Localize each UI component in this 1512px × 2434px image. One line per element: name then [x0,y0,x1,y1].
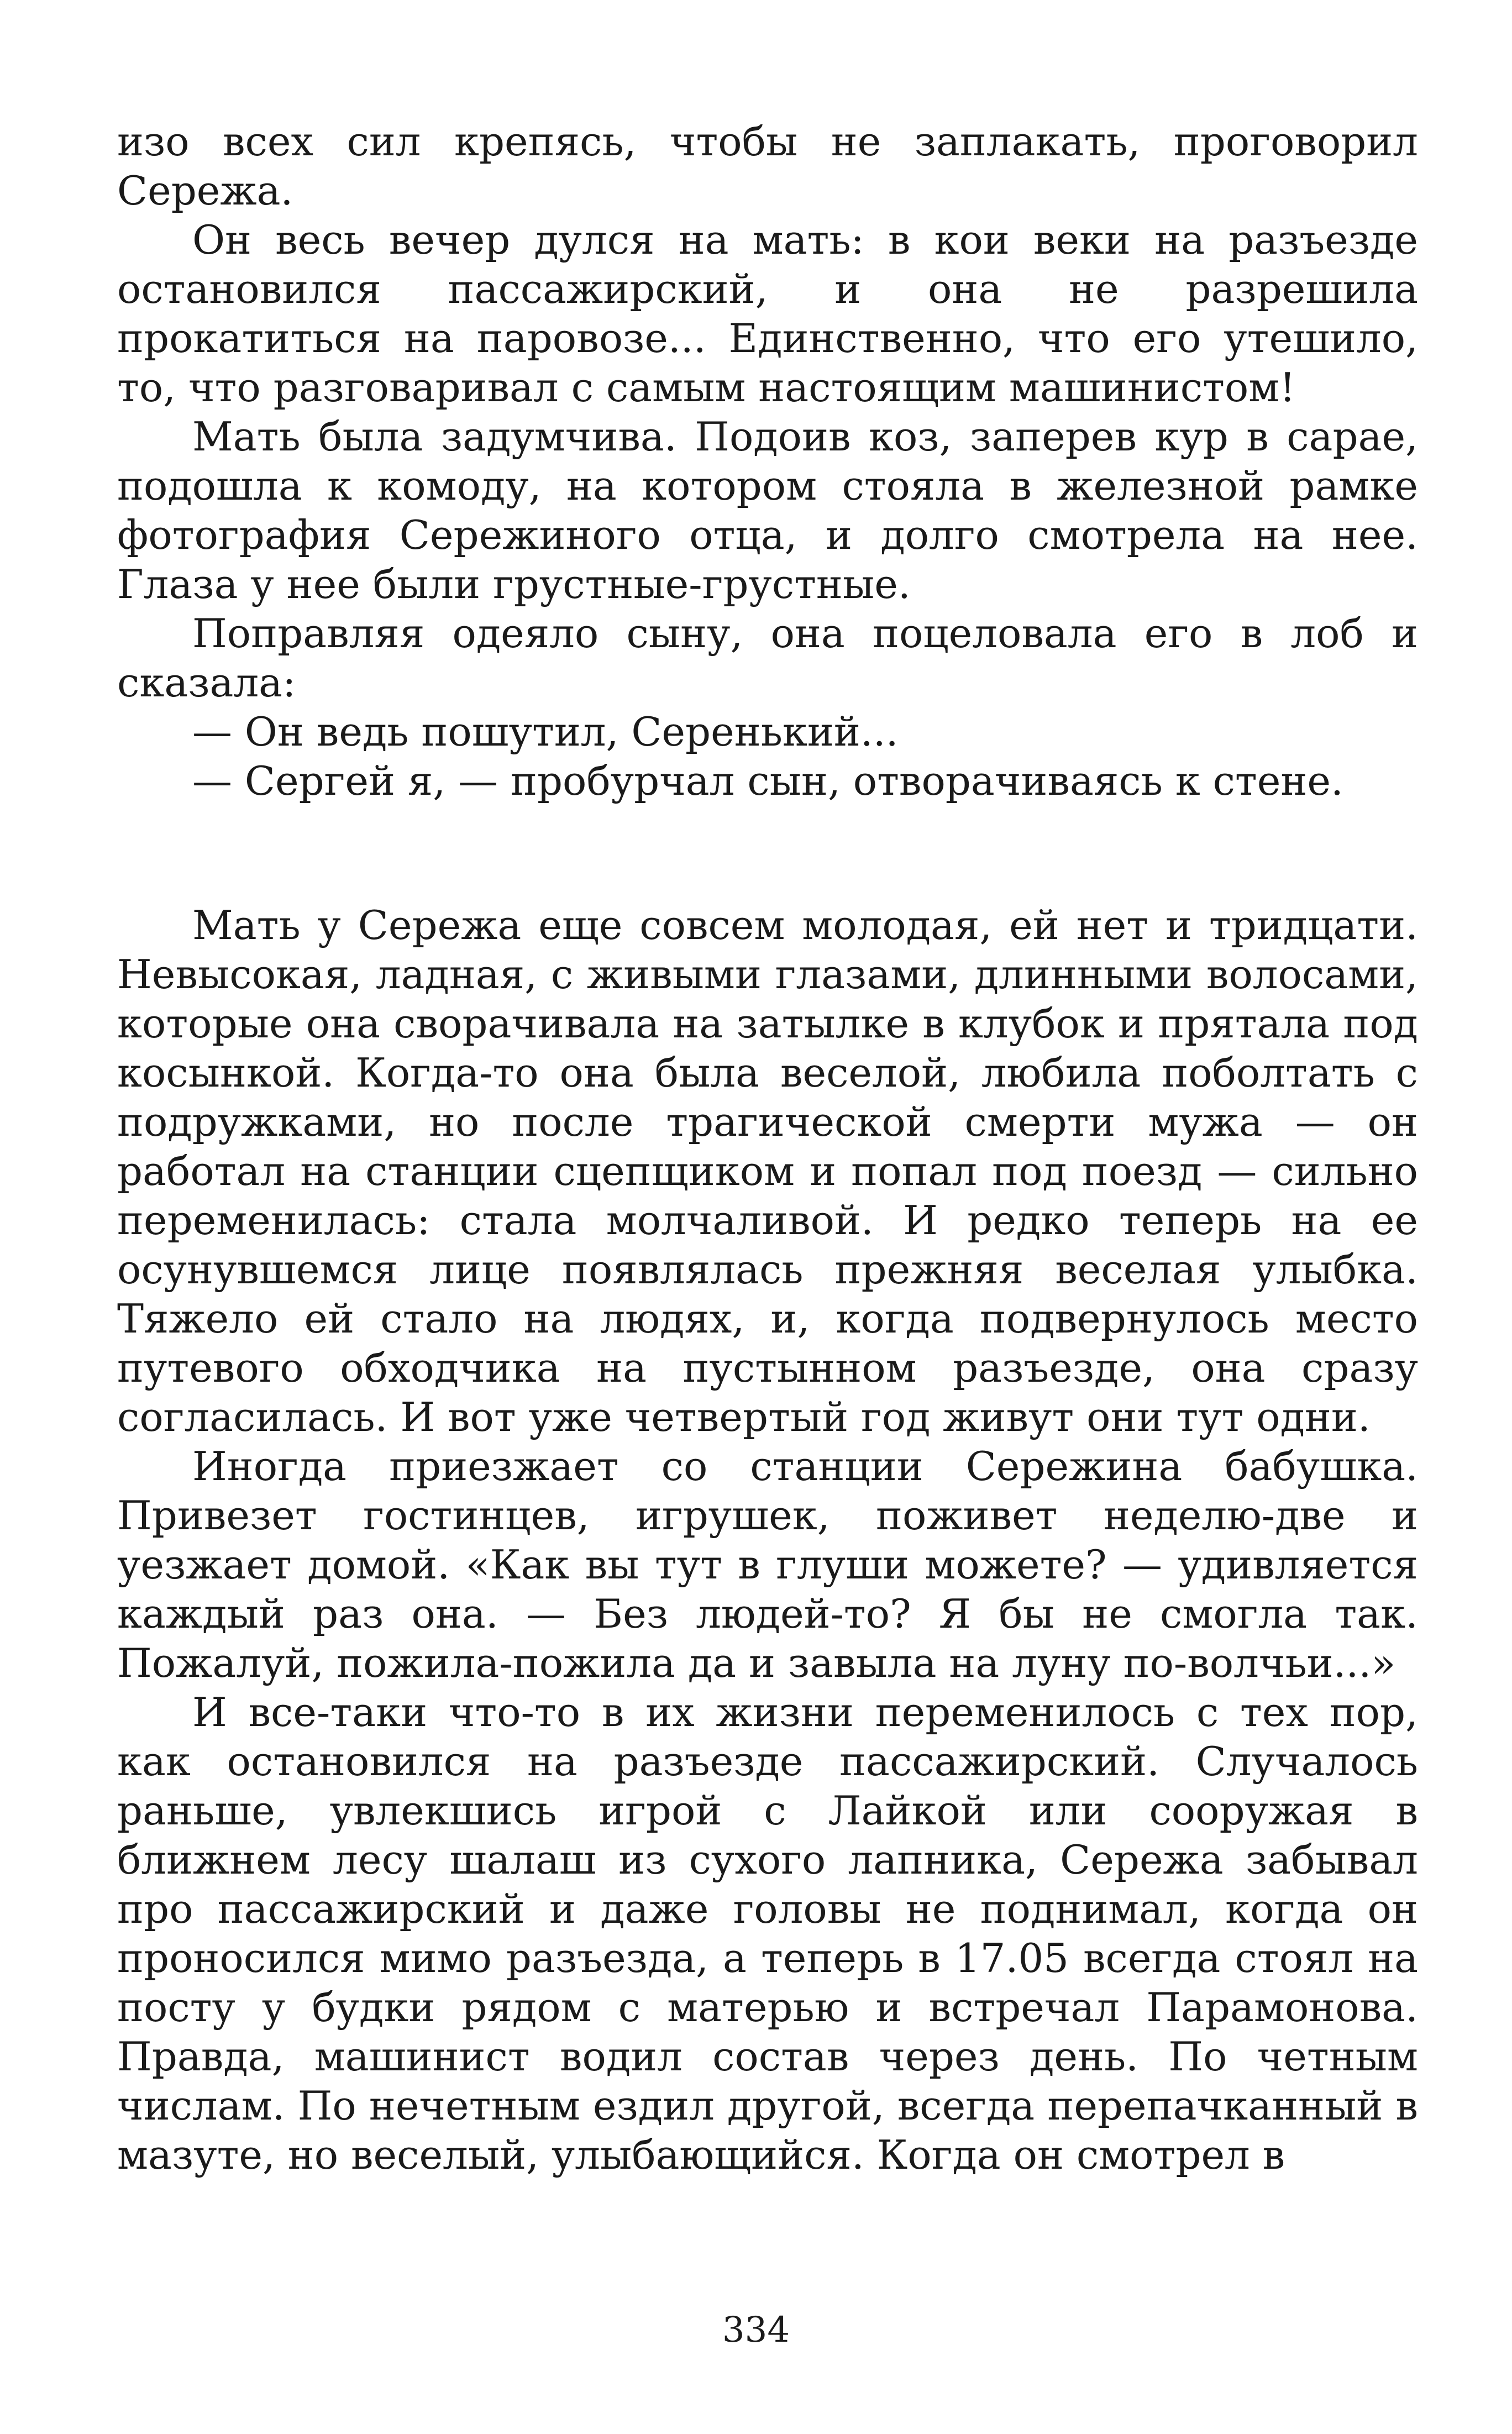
page-number: 334 [722,2310,790,2351]
paragraph: Поправляя одеяло сыну, она поцеловала его в лоб и сказала: [117,610,1418,706]
paragraph: Мать была задумчива. Подоив коз, заперев кур в сарае, подошла к комоду, на котором стояла в железной рамке фотография Сережиного отца, и долго смотрела на нее. Глаза у нее были грустные-грустные. [117,413,1418,607]
paragraph-continuation: изо всех сил крепясь, чтобы не заплакать, проговорил Сережа. [117,118,1418,214]
paragraph: Он весь вечер дулся на мать: в кои веки на разъезде остановился пассажирский, и она не разрешила прокатиться на паровозе... Единственно, что его утешило, то, что разговаривал с самым настоящим машинистом! [117,217,1418,411]
dialogue-line: — Он ведь пошутил, Серенький... [192,709,899,755]
paragraph: Иногда приезжает со станции Сережина бабушка. Привезет гостинцев, игрушек, поживет неделю-две и уезжает домой. «Как вы тут в глуши можете? — удивляется каждый раз она. — Без людей-то? Я бы не смогла так. Пожалуй, пожила-пожила да и завыла на луну по-волчьи...» [117,1443,1418,1686]
text-section-1 [117,117,1418,806]
paragraph: Мать у Сережа еще совсем молодая, ей нет и тридцати. Невысокая, ладная, с живыми глазами, длинными волосами, которые она сворачивала на затылке в клубок и прятала под косынкой. Когда-то она была веселой, любила поболтать с подружками, но после трагической смерти мужа — он работал на станции сцепщиком и попал под поезд — сильно переменилась: стала молчаливой. И редко теперь на ее осунувшемся лице появлялась прежняя веселая улыбка. Тяжело ей стало на людях, и, когда подвернулось место путевого обходчика на пустынном разъезде, она сразу согласилась. И вот уже четвертый год живут они тут одни. [117,902,1418,1440]
dialogue-line: — Сергей я, — пробурчал сын, отворачиваясь к стене. [192,758,1343,804]
text-section-2 [117,901,1418,2180]
paragraph: И все-таки что-то в их жизни переменилось с тех пор, как остановился на разъезде пассажирский. Случалось раньше, увлекшись игрой с Лайкой или сооружая в ближнем лесу шалаш из сухого лапника, Сережа забывал про пассажирский и даже головы не поднимал, когда он проносился мимо разъезда, а теперь в 17.05 всегда стоял на посту у будки рядом с матерью и встречал Парамонова. Правда, машинист водил состав через день. По четным числам. По нечетным ездил другой, всегда перепачканный в мазуте, но веселый, улыбающийся. Когда он смотрел в [117,1689,1418,2178]
